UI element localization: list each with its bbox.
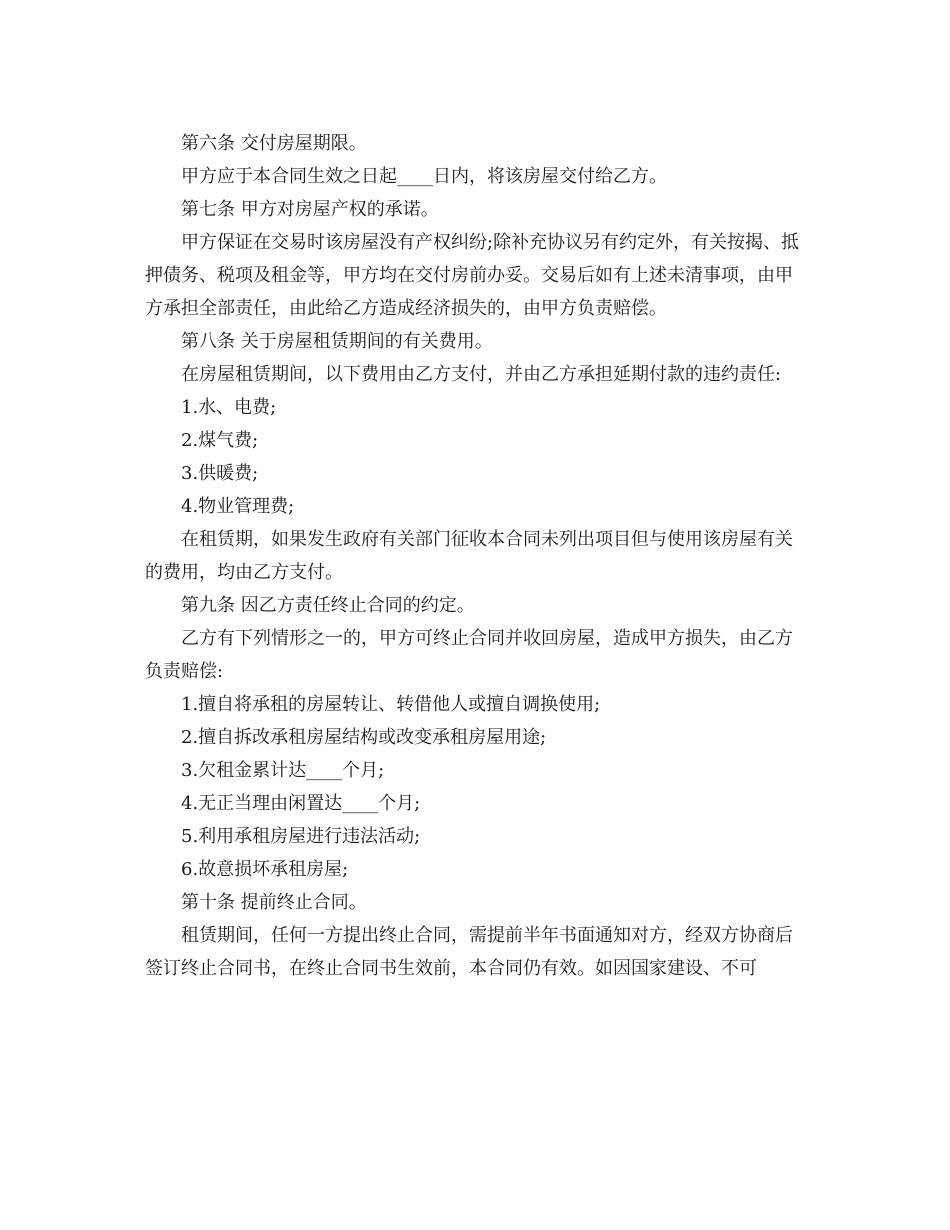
document-body xyxy=(145,127,805,985)
article-9-item-4: 4.无正当理由闲置达____个月; xyxy=(181,793,421,814)
article-10-text: 租赁期间，任何一方提出终止合同，需提前半年书面通知对方，经双方协商后签订终止合同书，在终止合同书生效前，本合同仍有效。如因国家建设、不可 xyxy=(145,925,793,979)
article-6-heading: 第六条 交付房屋期限。 xyxy=(181,133,367,154)
article-8-item-4: 4.物业管理费; xyxy=(181,496,295,517)
article-7-text: 甲方保证在交易时该房屋没有产权纠纷;除补充协议另有约定外，有关按揭、抵押债务、税项及租金等，甲方均在交付房前办妥。交易后如有上述未清事项，由甲方承担全部责任，由此给乙方造成经济损失的，由甲方负责赔偿。 xyxy=(145,232,800,319)
article-8-heading: 第八条 关于房屋租赁期间的有关费用。 xyxy=(181,331,493,352)
article-9-heading: 第九条 因乙方责任终止合同的约定。 xyxy=(181,595,475,616)
article-9-item-3: 3.欠租金累计达____个月; xyxy=(181,760,385,781)
article-9-item-2: 2.擅自拆改承租房屋结构或改变承租房屋用途; xyxy=(181,727,547,748)
article-7-heading: 第七条 甲方对房屋产权的承诺。 xyxy=(181,199,439,220)
article-8-item-1: 1.水、电费; xyxy=(181,397,277,418)
article-8-text: 在租赁期，如果发生政府有关部门征收本合同未列出项目但与使用该房屋有关的费用，均由乙方支付。 xyxy=(145,529,793,583)
article-9-intro: 乙方有下列情形之一的，甲方可终止合同并收回房屋，造成甲方损失，由乙方负责赔偿: xyxy=(145,628,793,682)
article-6-text: 甲方应于本合同生效之日起____日内，将该房屋交付给乙方。 xyxy=(181,166,667,187)
article-9-item-1: 1.擅自将承租的房屋转让、转借他人或擅自调换使用; xyxy=(181,694,601,715)
article-8-item-3: 3.供暖费; xyxy=(181,463,259,484)
article-9-item-6: 6.故意损坏承租房屋; xyxy=(181,859,349,880)
article-9-item-5: 5.利用承租房屋进行违法活动; xyxy=(181,826,421,847)
article-10-heading: 第十条 提前终止合同。 xyxy=(181,892,367,913)
article-8-intro: 在房屋租赁期间，以下费用由乙方支付，并由乙方承担延期付款的违约责任: xyxy=(181,364,782,385)
article-8-item-2: 2.煤气费; xyxy=(181,430,259,451)
